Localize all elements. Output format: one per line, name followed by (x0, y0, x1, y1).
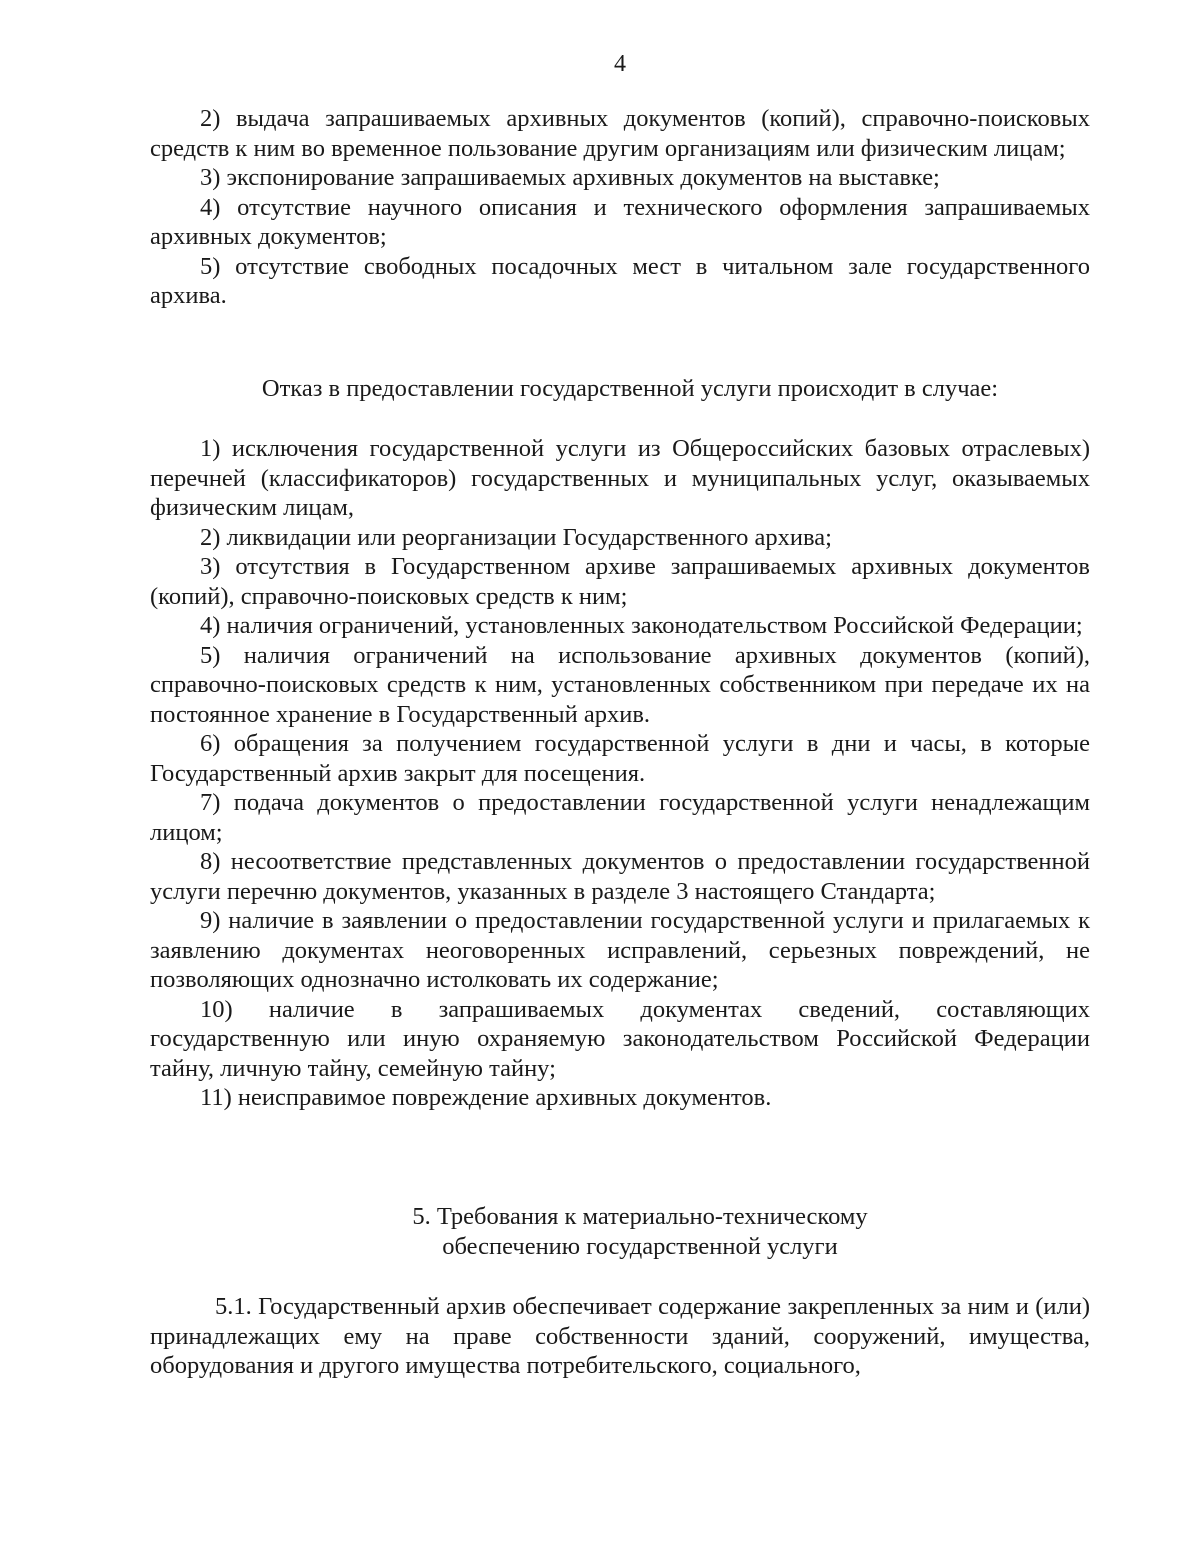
list-item: 3) отсутствия в Государственном архиве запрашиваемых архивных документов (копий), справочно-поисковых средств к ним; (150, 553, 1090, 610)
list-item: 3) экспонирование запрашиваемых архивных документов на выставке; (200, 164, 940, 191)
list-item: 5) отсутствие свободных посадочных мест в читальном зале государственного архива. (150, 252, 1090, 309)
refusal-heading: Отказ в предоставлении государственной услуги происходит в случае: (261, 375, 999, 402)
list-item: 5) наличия ограничений на использование архивных документов (копий), справочно-поисковых средств к ним, установленных собственником при передаче их на постоянное хранение в Государственный архив. (150, 641, 1090, 728)
refusal-list (150, 434, 1090, 1113)
section-5-heading (170, 1202, 1110, 1261)
list-item: 4) отсутствие научного описания и технического оформления запрашиваемых архивных документов; (150, 193, 1090, 250)
section-5-body (150, 1292, 1090, 1381)
list-item: 6) обращения за получением государственной услуги в дни и часы, в которые Государственный архив закрыт для посещения. (150, 730, 1090, 787)
section-5-1-paragraph: 5.1. Государственный архив обеспечивает содержание закрепленных за ним и (или) принадлежащих ему на праве собственности зданий, сооружений, имущества, оборудования и другого имущества потребительского, социального, (150, 1293, 1090, 1379)
list-item: 1) исключения государственной услуги из Общероссийских базовых отраслевых) перечней (классификаторов) государственных и муниципальных услуг, оказываемых физическим лицам, (150, 435, 1090, 521)
list-item: 9) наличие в заявлении о предоставлении государственной услуги и прилагаемых к заявлению документах неоговоренных исправлений, серьезных повреждений, не позволяющих однозначно истолковать их содержание; (150, 907, 1090, 993)
list-item: 7) подача документов о предоставлении государственной услуги ненадлежащим лицом; (150, 789, 1090, 846)
list-item: 2) выдача запрашиваемых архивных документов (копий), справочно-поисковых средств к ним во временное пользование другим организациям или физическим лицам; (150, 105, 1090, 162)
page-number: 4 (614, 51, 626, 77)
list-item: 10) наличие в запрашиваемых документах сведений, составляющих государственную или иную охраняемую законодательством Российской Федерации тайну, личную тайну, семейную тайну; (150, 995, 1090, 1082)
list-item: 11) неисправимое повреждение архивных документов. (200, 1084, 772, 1111)
list-item: 8) несоответствие представленных документов о предоставлении государственной услуги перечню документов, указанных в разделе 3 настоящего Стандарта; (150, 848, 1090, 905)
list-item: 4) наличия ограничений, установленных законодательством Российской Федерации; (200, 612, 1083, 639)
list-item: 2) ликвидации или реорганизации Государственного архива; (200, 523, 832, 551)
section-5-heading-line-2: обеспечению государственной услуги (442, 1232, 838, 1260)
section-5-heading-line-1: 5. Требования к материально-техническому (412, 1203, 868, 1230)
service-suspension-list (150, 104, 1090, 311)
